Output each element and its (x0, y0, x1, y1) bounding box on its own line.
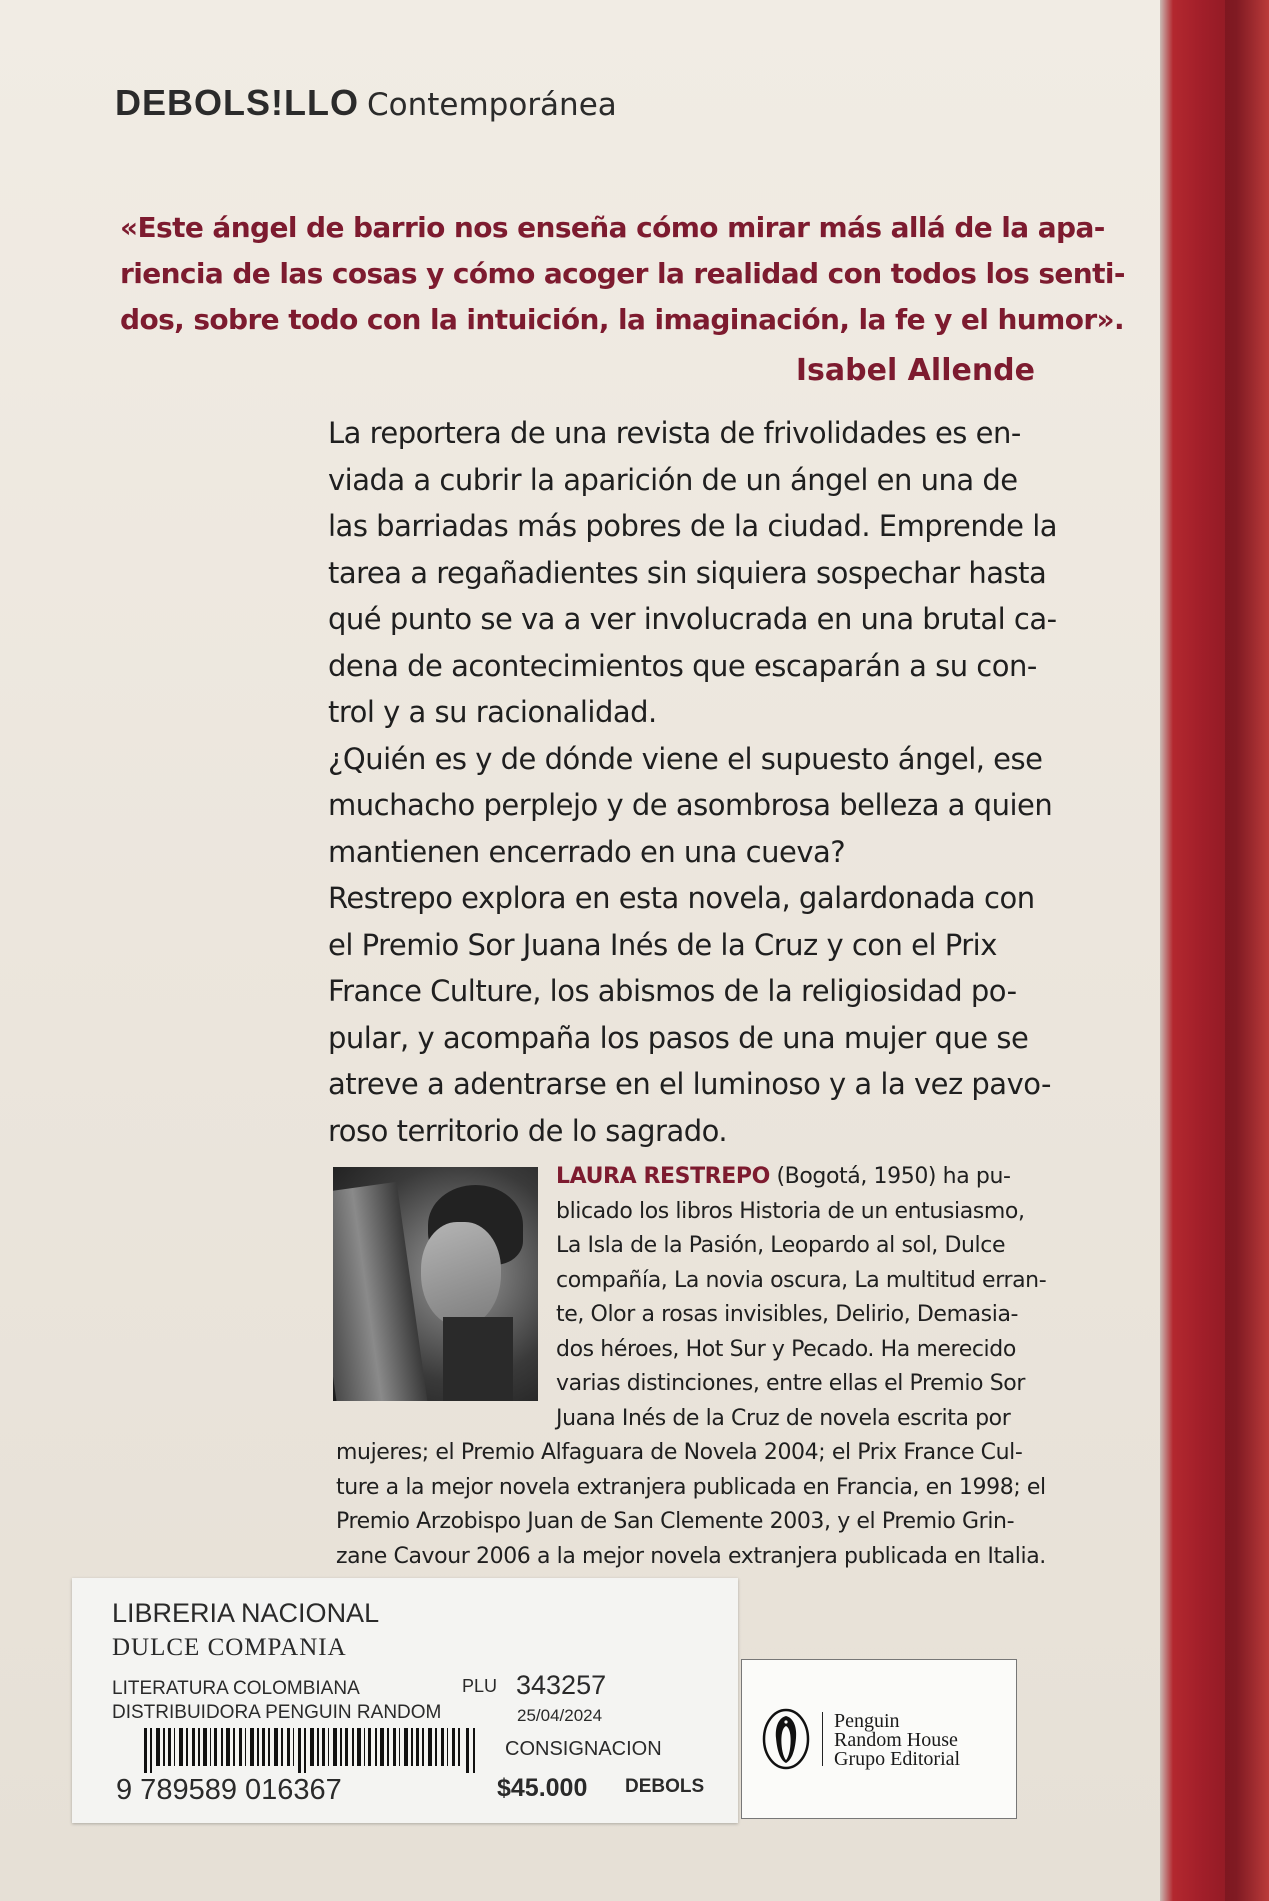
publisher-logo (741, 1659, 1017, 1819)
book-title: DULCE COMPANIA (112, 1634, 347, 1661)
bio-line: zane Cavour 2006 a la mejor novela extranjera publicada en Italia. (336, 1543, 1046, 1569)
logo-line: Grupo Editorial (834, 1748, 961, 1770)
quote-line: dos, sobre todo con la intuición, la imaginación, la fe y el humor». (120, 303, 1125, 336)
quote-line: «Este ángel de barrio nos enseña cómo mirar más allá de la apa- (120, 211, 1105, 244)
synopsis-line: atreve a adentrarse en el luminoso y a la vez pavo- (328, 1067, 1051, 1101)
bio-line: te, Olor a rosas invisibles, Delirio, Demasia- (556, 1302, 1019, 1327)
category: LITERATURA COLOMBIANA (112, 1678, 360, 1699)
consignment-label: CONSIGNACION (505, 1738, 662, 1760)
synopsis-line: mantienen encerrado en una cueva? (328, 834, 846, 869)
bio-line: La Isla de la Pasión, Leopardo al sol, Dulce (556, 1233, 1006, 1258)
bio-line: varias distinciones, entre ellas el Premio Sor (556, 1371, 1025, 1396)
synopsis-line: ¿Quién es y de dónde viene el supuesto ángel, ese (328, 741, 1043, 776)
price-sticker (72, 1578, 738, 1823)
price: $45.000 (497, 1774, 588, 1802)
synopsis-line: La reportera de una revista de frivolidades es en- (328, 416, 1021, 450)
author-bio (336, 1160, 1046, 1574)
synopsis-line: viada a cubrir la aparición de un ángel en una de (328, 462, 1018, 497)
publisher-code: DEBOLS (625, 1776, 705, 1797)
publisher-logo-text (834, 1712, 960, 1769)
logo-line: Penguin (834, 1710, 900, 1732)
distributor: DISTRIBUIDORA PENGUIN RANDOM (112, 1702, 442, 1723)
synopsis-line: France Culture, los abismos de la religiosidad po- (328, 974, 1017, 1008)
store-name: LIBRERIA NACIONAL (112, 1598, 380, 1628)
collection-name: Contemporánea (366, 87, 617, 123)
synopsis-line: Restrepo explora en esta novela, galardonada con (328, 881, 1035, 915)
bio-line: mujeres; el Premio Alfaguara de Novela 2004; el Prix France Cul- (336, 1440, 1023, 1465)
synopsis-line: roso territorio de lo sagrado. (328, 1113, 728, 1148)
synopsis-line: qué punto se va a ver involucrada en una brutal ca- (328, 602, 1057, 636)
synopsis-line: tarea a regañadientes sin siquiera sospechar hasta (328, 555, 1047, 590)
synopsis-line: pular, y acompaña los pasos de una mujer que se (328, 1020, 1029, 1055)
logo-line: Random House (834, 1729, 958, 1751)
quote-author: Isabel Allende (795, 353, 1035, 388)
synopsis-line: el Premio Sor Juana Inés de la Cruz y con el Prix (328, 927, 997, 962)
bio-line: Premio Arzobispo Juan de San Clemente 2003, y el Premio Grin- (336, 1509, 1015, 1534)
bio-birth: (Bogotá, 1950) ha pu- (769, 1164, 1011, 1189)
bio-line: blicado los libros Historia de un entusiasmo, (556, 1198, 1025, 1224)
synopsis-line: trol y a su racionalidad. (328, 695, 657, 729)
synopsis (328, 410, 1058, 1154)
ean-number: 9 789589 016367 (116, 1774, 342, 1806)
synopsis-line: dena de acontecimientos que escaparán a su con- (328, 648, 1037, 683)
plu-code: 343257 (516, 1670, 607, 1700)
synopsis-line: las barriadas más pobres de la ciudad. Emprende la (328, 509, 1058, 543)
bio-line: dos héroes, Hot Sur y Pecado. Ha merecido (556, 1336, 1016, 1362)
quote-line: riencia de las cosas y cómo acoger la realidad con todos los senti- (120, 257, 1125, 290)
bio-line: compañía, La novia oscura, La multitud erran- (556, 1267, 1047, 1293)
plu-label: PLU (462, 1676, 498, 1696)
bio-line (336, 1160, 1046, 1195)
blurb-quote (120, 205, 1125, 343)
collection-brand (115, 82, 617, 124)
sticker-date: 25/04/2024 (517, 1706, 603, 1725)
barcode (144, 1728, 479, 1773)
bio-line: ture a la mejor novela extranjera publicada en Francia, en 1998; el (336, 1474, 1046, 1500)
penguin-icon (762, 1708, 810, 1770)
brand-name: DEBOLS!LLO (115, 82, 359, 123)
synopsis-line: muchacho perplejo y de asombrosa belleza a quien (328, 788, 1053, 822)
bio-line: Juana Inés de la Cruz de novela escrita por (556, 1405, 1011, 1431)
author-name: LAURA RESTREPO (556, 1164, 770, 1189)
